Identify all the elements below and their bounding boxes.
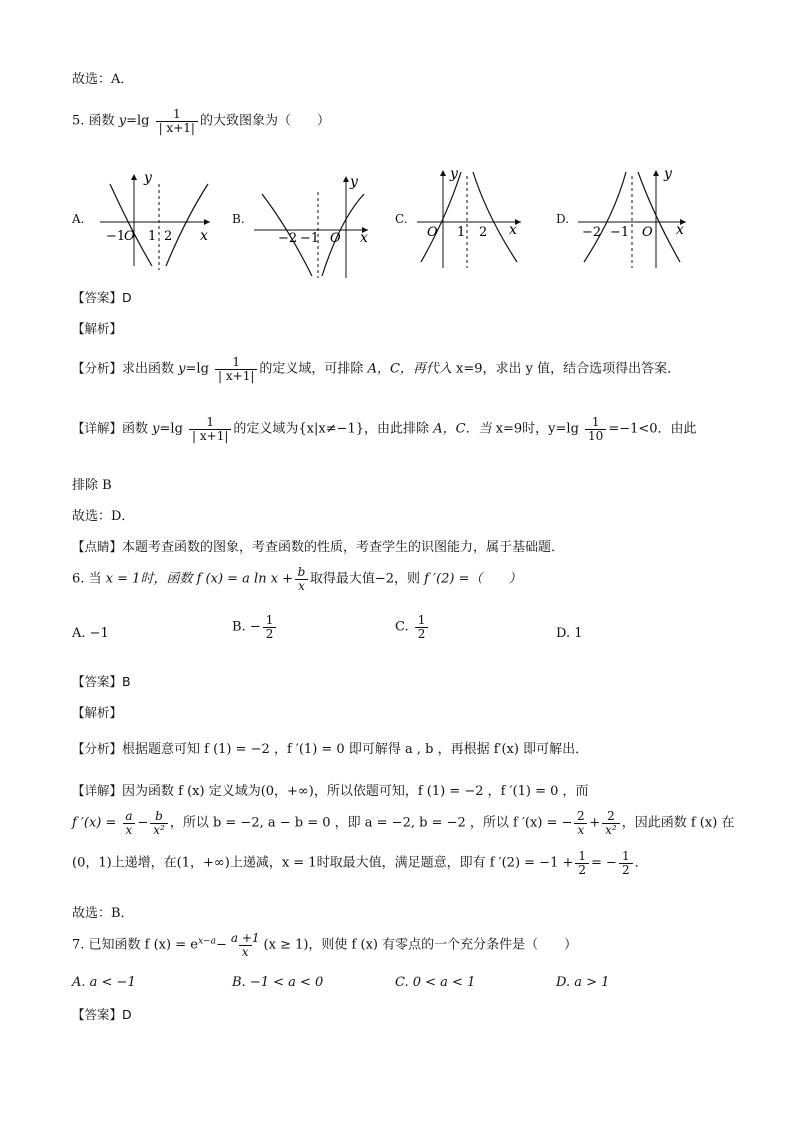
analysis-5-c: A，C，再代入 <box>367 361 452 377</box>
graph-d-origin: O <box>642 225 653 240</box>
option-a-label: A. <box>72 212 85 226</box>
comment-5-text: 本题考查函数的图象，考查函数的性质，考查学生的识图能力，属于基础题． <box>122 540 565 555</box>
graph-d-tick-neg1: −1 <box>610 225 630 240</box>
q5-number: 5. <box>72 113 85 129</box>
analysis-6-tag: 【分析】 <box>72 741 123 756</box>
answer-7 <box>72 1005 132 1023</box>
detail-5-fraction-2 <box>585 416 606 442</box>
detail-6-line3 <box>72 850 648 876</box>
q5-fraction <box>156 108 198 134</box>
detail-5-a: 函数 <box>122 421 149 437</box>
detail-6-frac5-num: 1 <box>578 849 587 863</box>
graph-a-origin: O <box>124 229 135 244</box>
detail-6-frac4-num: 2 <box>607 809 615 823</box>
q5-y: y <box>118 113 127 129</box>
question-5 <box>72 108 330 134</box>
q5-eq: =lg <box>126 113 150 129</box>
detail-6-frac6 <box>619 850 633 876</box>
graph-c-tick-1: 1 <box>457 225 466 240</box>
graph-c-origin: O <box>427 225 438 240</box>
q6-a: 6. 当 <box>72 571 102 587</box>
detail-6-b2: ，所以 b = −2, a − b = 0 ，即 a = −2, b = −2 ，所以 f ′(x) = − <box>169 815 573 831</box>
answer-5 <box>72 288 132 306</box>
graph-b-svg <box>232 170 382 280</box>
analysis-5-fraction <box>215 356 257 382</box>
graph-d-tick-neg2: −2 <box>582 225 602 240</box>
detail-5-y: y <box>152 421 160 437</box>
q7-exponent: x−a <box>197 936 216 947</box>
graph-a-tick-neg1: −1 <box>106 229 126 244</box>
q7-b: − <box>215 937 227 953</box>
analysis-5 <box>72 356 680 382</box>
detail-6-frac6-num: 1 <box>621 849 630 863</box>
graph-a-tick-2: 2 <box>164 229 173 244</box>
question-6 <box>72 566 522 592</box>
option-b-graph <box>232 170 372 280</box>
q6-option-c-den: 2 <box>415 627 429 641</box>
q6-option-c <box>395 614 430 640</box>
detail-6-frac2 <box>150 810 168 836</box>
detail-6-tag: 【详解】 <box>72 783 123 798</box>
q7-c: (x ≥ 1)，则使 f (x) 有零点的一个充分条件是（ ） <box>263 937 578 953</box>
detail-6-frac1-num: a <box>125 809 133 823</box>
graph-d-y-arrow <box>653 170 659 176</box>
q6-frac-num: b <box>297 565 306 579</box>
q5-frac-num: 1 <box>172 107 181 121</box>
analysis-5-frac-num: 1 <box>232 355 241 369</box>
analysis-5-a: 求出函数 <box>122 361 175 377</box>
detail-5-b: 的定义域为{x|x≠−1}，由此排除 <box>233 421 430 437</box>
q6-option-c-label: C. <box>395 619 409 635</box>
detail-5-frac2-den: 10 <box>585 429 606 443</box>
detail-5-tag: 【详解】 <box>72 420 123 436</box>
option-d-label: D. <box>556 212 570 226</box>
detail-5 <box>72 416 697 442</box>
detail-6-frac2-num: b <box>155 809 163 823</box>
q7-option-a: A. a < −1 <box>72 975 136 990</box>
detail-6-choice: 故选：B． <box>72 906 134 921</box>
q6-d: 取得最大值−2，则 <box>309 571 421 587</box>
analysis-6 <box>72 738 588 757</box>
detail-5-e: =−1<0．由此 <box>608 421 697 437</box>
q6-option-b-frac <box>263 614 277 640</box>
detail-6-a: 因为函数 f (x) 定义域为(0，+∞)，所以依题可知，f (1) = −2 ，f ′(1) = 0 ，而 <box>122 784 589 799</box>
detail-5-d: x=9时，y=lg <box>495 421 579 437</box>
graph-b-tick-neg2: −2 <box>278 231 298 246</box>
graph-b-y-label: y <box>350 174 358 190</box>
detail-6-c2: = − <box>591 855 617 871</box>
q7-option-d: D. a > 1 <box>556 975 610 990</box>
detail-6-line2 <box>72 810 734 836</box>
graph-c-tick-2: 2 <box>479 225 488 240</box>
q7-option-b: B. −1 < a < 0 <box>232 975 324 990</box>
detail-6-frac3 <box>574 810 587 836</box>
q6-frac-den: x <box>295 579 308 593</box>
analysis-6-heading: 【解析】 <box>72 705 123 720</box>
detail-6-frac5-den: 2 <box>575 863 589 877</box>
graph-b-x-label: x <box>360 230 368 246</box>
graph-c-y-arrow <box>440 170 446 176</box>
q6-option-c-num: 1 <box>417 613 426 627</box>
q6-option-b-den: 2 <box>263 627 277 641</box>
answer-6 <box>72 672 131 690</box>
answer-6-value: B <box>122 674 131 689</box>
detail-5-frac2-num: 1 <box>591 415 600 429</box>
analysis-5-heading: 【解析】 <box>72 321 123 336</box>
detail-6-frac2-den: x² <box>150 823 168 837</box>
graph-a-y-arrow <box>131 174 137 180</box>
q6-option-b-label: B. − <box>232 619 261 635</box>
graph-c-x-label: x <box>509 222 517 238</box>
option-a-graph <box>72 170 212 270</box>
graph-c-svg <box>395 166 545 270</box>
detail-6-c3: ． <box>634 855 648 871</box>
graph-b-tick-neg1: −1 <box>300 231 320 246</box>
q5-text: 函数 <box>88 113 115 129</box>
q6-e: f ′(2) =（ ） <box>424 571 522 587</box>
q6-c: f (x) = a ln x + <box>196 571 294 587</box>
graph-c-y-label: y <box>450 166 458 182</box>
analysis-5-eq: =lg <box>185 361 209 377</box>
option-b-label: B. <box>232 212 245 226</box>
graph-b-origin: O <box>330 231 341 246</box>
analysis-5-tag: 【分析】 <box>72 360 123 376</box>
detail-6-frac6-den: 2 <box>619 863 633 877</box>
graph-a-y-label: y <box>144 170 152 186</box>
detail-5-eq: =lg <box>159 421 183 437</box>
detail-6-plus: + <box>589 815 601 831</box>
q6-option-b <box>232 614 278 640</box>
question-7 <box>72 932 577 958</box>
graph-d-left-branch <box>584 172 626 262</box>
q6-option-d: D. 1 <box>556 626 583 641</box>
graph-d-x-label: x <box>676 222 684 238</box>
graph-a-svg <box>72 170 222 270</box>
option-c-graph <box>395 166 535 270</box>
analysis-5-frac-den: | x+1| <box>215 369 257 383</box>
answer-7-tag: 【答案】 <box>72 1007 123 1022</box>
graph-a-left-branch <box>110 184 152 266</box>
graph-b-y-arrow <box>343 176 349 182</box>
graph-d-right-branch <box>638 172 680 262</box>
answer-7-value: D <box>122 1007 132 1022</box>
q7-fraction <box>229 932 262 958</box>
detail-5-fraction <box>189 416 231 442</box>
detail-5-frac-den: | x+1| <box>189 429 231 443</box>
analysis-5-d: x=9，求出 y 值，结合选项得出答案． <box>456 361 681 377</box>
q6-fraction <box>295 566 308 592</box>
detail-6-frac3-num: 2 <box>577 809 585 823</box>
q7-option-c: C. 0 < a < 1 <box>395 975 476 990</box>
detail-6-frac3-den: x <box>574 823 587 837</box>
q5-frac-den: | x+1| <box>156 121 198 135</box>
detail-6-line1 <box>72 780 589 799</box>
q7-frac-num: a +1 <box>230 931 260 945</box>
graph-a-tick-1: 1 <box>148 229 157 244</box>
analysis-5-y: y <box>178 361 186 377</box>
q7-frac-den: x <box>239 945 252 959</box>
q6-b: x = 1时，函数 <box>105 571 193 587</box>
answer-5-tag: 【答案】 <box>72 290 123 305</box>
option-c-label: C. <box>395 212 408 226</box>
graph-c-right-branch <box>473 172 517 262</box>
detail-5-c: A，C．当 <box>433 421 492 437</box>
q6-option-b-num: 1 <box>265 613 274 627</box>
option-d-graph <box>556 166 696 270</box>
q6-option-a: A. −1 <box>72 626 109 641</box>
detail-6-b3: ，因此函数 f (x) 在 <box>621 815 735 831</box>
answer-5-value: D <box>122 290 132 305</box>
q6-option-c-frac <box>415 614 429 640</box>
comment-5 <box>72 536 564 555</box>
detail-5-choice: 故选：D． <box>72 509 135 524</box>
detail-6-b1: f ′(x) = <box>72 815 117 831</box>
analysis-5-b: 的定义域，可排除 <box>259 361 364 377</box>
graph-a-x-arrow <box>204 219 210 225</box>
detail-6-minus: − <box>137 815 149 831</box>
graph-c-left-branch <box>421 172 461 262</box>
detail-6-frac1-den: x <box>123 823 136 837</box>
graph-d-svg <box>556 166 706 270</box>
answer-6-tag: 【答案】 <box>72 674 123 689</box>
analysis-6-text: 根据题意可知 f (1) = −2 ，f ′(1) = 0 即可解得 a , b ，再根据 f′(x) 即可解出． <box>122 742 589 757</box>
detail-5-exclude: 排除 B <box>72 478 112 493</box>
graph-d-y-label: y <box>664 166 672 182</box>
conclusion-line: 故选：A． <box>72 72 134 87</box>
graph-a-x-label: x <box>200 228 208 244</box>
detail-6-c1: (0，1)上递增，在(1，+∞)上递减，x = 1时取最大值，满足题意，即有 f ′(2) = −1 + <box>72 855 574 871</box>
graph-a-right-branch <box>166 184 208 266</box>
q7-a: 7. 已知函数 f (x) = e <box>72 937 198 953</box>
q5-text-b: 的大致图象为（ ） <box>199 113 330 129</box>
graph-b-right-branch <box>322 194 364 276</box>
detail-6-frac4 <box>602 810 620 836</box>
detail-6-frac5 <box>575 850 589 876</box>
detail-6-frac1 <box>123 810 136 836</box>
comment-5-tag: 【点睛】 <box>72 539 123 554</box>
detail-6-frac4-den: x² <box>602 823 620 837</box>
detail-5-frac-num: 1 <box>206 415 215 429</box>
